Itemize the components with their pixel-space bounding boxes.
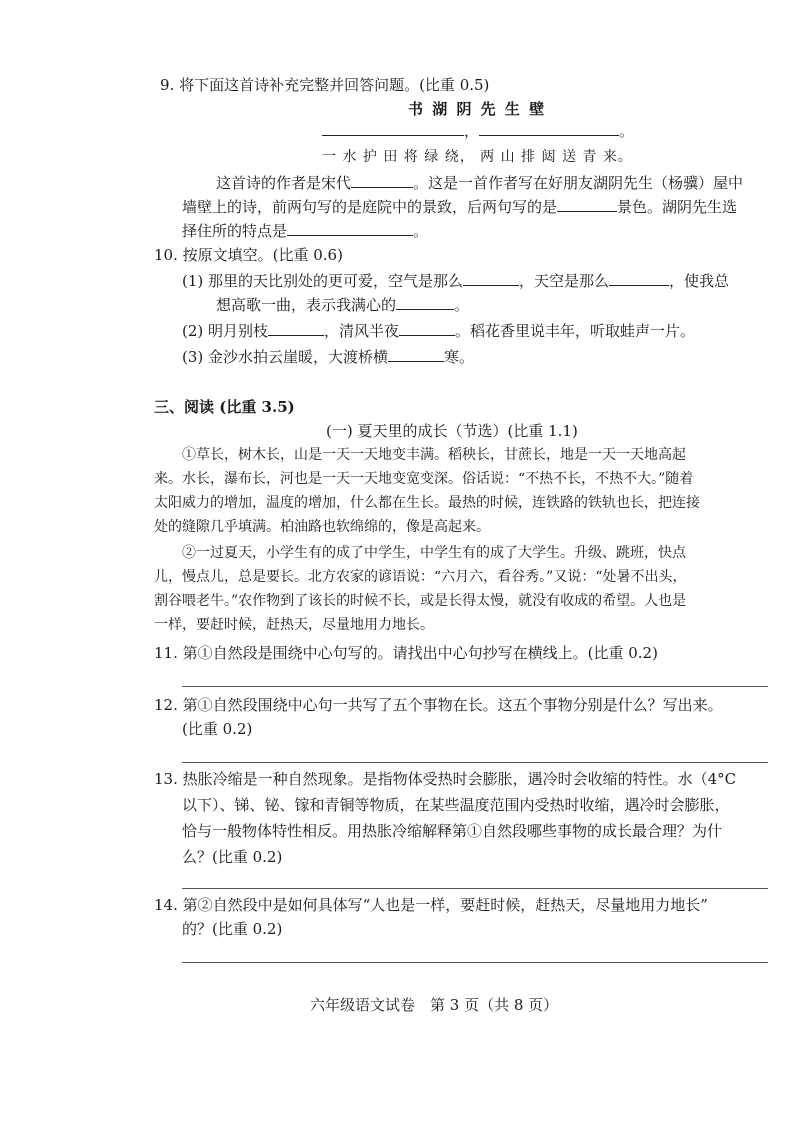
poem-blank-2[interactable] <box>479 121 619 136</box>
q10-text: 想高歌一曲，表示我满心的 <box>216 296 397 314</box>
residence-feature-blank[interactable] <box>287 221 413 236</box>
q10-text: 。 <box>454 296 470 314</box>
q9-para-line-3 <box>182 220 428 241</box>
para2-line-4: 一样，要赶时候，赶热天，尽量地用力地长。 <box>154 617 434 633</box>
q10-text: (1) 那里的天比别处的更可爱，空气是那么 <box>182 272 464 290</box>
q10-text: ，使我总 <box>669 272 730 290</box>
q10-item-1-line-1 <box>182 270 729 291</box>
poem-title: 书 湖 阴 先 生 壁 <box>408 100 547 118</box>
author-dynasty-blank[interactable] <box>351 173 413 188</box>
poem-line-2: 一 水 护 田 将 绿 绕， 两 山 排 闼 送 青 来。 <box>322 149 633 165</box>
q13-line-2: 以下）、锑、铋、镓和青铜等物质，在某些温度范围内受热时收缩，遇冷时会膨胀， <box>182 796 730 814</box>
q9-header: 9. 将下面这首诗补充完整并回答问题。(比重 0.5) <box>160 76 490 94</box>
q9-text: 这首诗的作者是宋代 <box>216 174 352 192</box>
q13-line-1: 13. 热胀冷缩是一种自然现象。是指物体受热时会膨胀，遇冷时会收缩的特性。水（4°C <box>154 770 737 788</box>
q11-text: 11. 第①自然段是围绕中心句写的。请找出中心句抄写在横线上。(比重 0.2) <box>154 644 658 662</box>
para1-line-4: 处的缝隙几乎填满。柏油路也软绵绵的，像是高起来。 <box>154 519 490 535</box>
page-footer: 六年级语文试卷 第 3 页（共 8 页） <box>310 996 559 1014</box>
q13-line-4: 么？(比重 0.2) <box>182 848 283 866</box>
poem-comma: ， <box>464 122 480 140</box>
q9-text: 择住所的特点是 <box>182 222 288 240</box>
q10-header: 10. 按原文填空。(比重 0.6) <box>154 246 343 264</box>
para2-line-3: 割谷喂老牛。”农作物到了该长的时候不长，或是长得太慢，就没有收成的希望。人也是 <box>154 593 687 609</box>
para1-line-3: 太阳威力的增加，温度的增加，什么都在生长。最热的时候，连铁路的铁轨也长，把连接 <box>154 495 700 511</box>
q14-answer-line[interactable] <box>182 962 768 963</box>
q12-line-2: (比重 0.2) <box>182 720 253 738</box>
q13-line-3: 恰与一般物体特性相反。用热胀冷缩解释第①自然段哪些事物的成长最合理？为什 <box>182 822 723 840</box>
air-blank[interactable] <box>463 271 519 286</box>
q10-text: 。稻花香里说丰年，听取蛙声一片。 <box>455 322 696 340</box>
para1-line-1: ①草长，树木长，山是一天一天地变丰满。稻秧长，甘蔗长，地是一天一天地高起 <box>182 447 686 463</box>
q11-answer-line[interactable] <box>182 686 768 687</box>
q10-item-2 <box>182 320 695 341</box>
q10-text: (3) 金沙水拍云崖暖，大渡桥横 <box>182 348 389 366</box>
moon-blank[interactable] <box>268 321 324 336</box>
wind-blank[interactable] <box>399 321 455 336</box>
poem-line-1 <box>322 120 634 141</box>
q10-item-1-line-2 <box>216 294 469 315</box>
para1-line-2: 来。水长，瀑布长，河也是一天一天地变宽变深。俗话说：“不热不长，不热不大。”随着 <box>154 471 694 487</box>
q10-item-3 <box>182 346 474 367</box>
q9-text: 。这是一首作者写在好朋友湖阴先生（杨骥）屋中 <box>413 174 744 192</box>
q9-para-line-1 <box>216 172 743 193</box>
q10-text: (2) 明月别枝 <box>182 322 269 340</box>
q10-text: ，清风半夜 <box>324 322 400 340</box>
q13-answer-line[interactable] <box>182 888 768 889</box>
q10-text: ，天空是那么 <box>519 272 610 290</box>
passage-subtitle: (一) 夏天里的成长（节选）(比重 1.1) <box>326 422 578 440</box>
q9-text: 墙壁上的诗，前两句写的是庭院中的景致，后两句写的是 <box>182 198 558 216</box>
sky-blank[interactable] <box>609 271 669 286</box>
para2-line-2: 儿，慢点儿，总是要长。北方农家的谚语说：“六月六，看谷秀。”又说：“处暑不出头， <box>154 569 687 585</box>
heart-blank[interactable] <box>396 295 454 310</box>
q14-line-2: 的？(比重 0.2) <box>182 920 283 938</box>
poem-blank-1[interactable] <box>322 121 464 136</box>
q14-line-1: 14. 第②自然段中是如何具体写“人也是一样，要赶时候，赶热天，尽量地用力地长” <box>154 896 708 914</box>
section-3-header: 三、阅读 (比重 3.5) <box>154 398 295 416</box>
poem-period: 。 <box>619 122 635 140</box>
scene-blank[interactable] <box>557 197 617 212</box>
para2-line-1: ②一过夏天，小学生有的成了中学生，中学生有的成了大学生。升级、跳班，快点 <box>182 545 686 561</box>
q9-text: 景色。湖阴先生选 <box>617 198 738 216</box>
bridge-blank[interactable] <box>388 347 444 362</box>
q12-line-1: 12. 第①自然段围绕中心句一共写了五个事物在长。这五个事物分别是什么？写出来。 <box>154 696 723 714</box>
q9-text: 。 <box>413 222 429 240</box>
q10-text: 寒。 <box>444 348 475 366</box>
q12-answer-line[interactable] <box>182 762 768 763</box>
q9-para-line-2 <box>182 196 737 217</box>
